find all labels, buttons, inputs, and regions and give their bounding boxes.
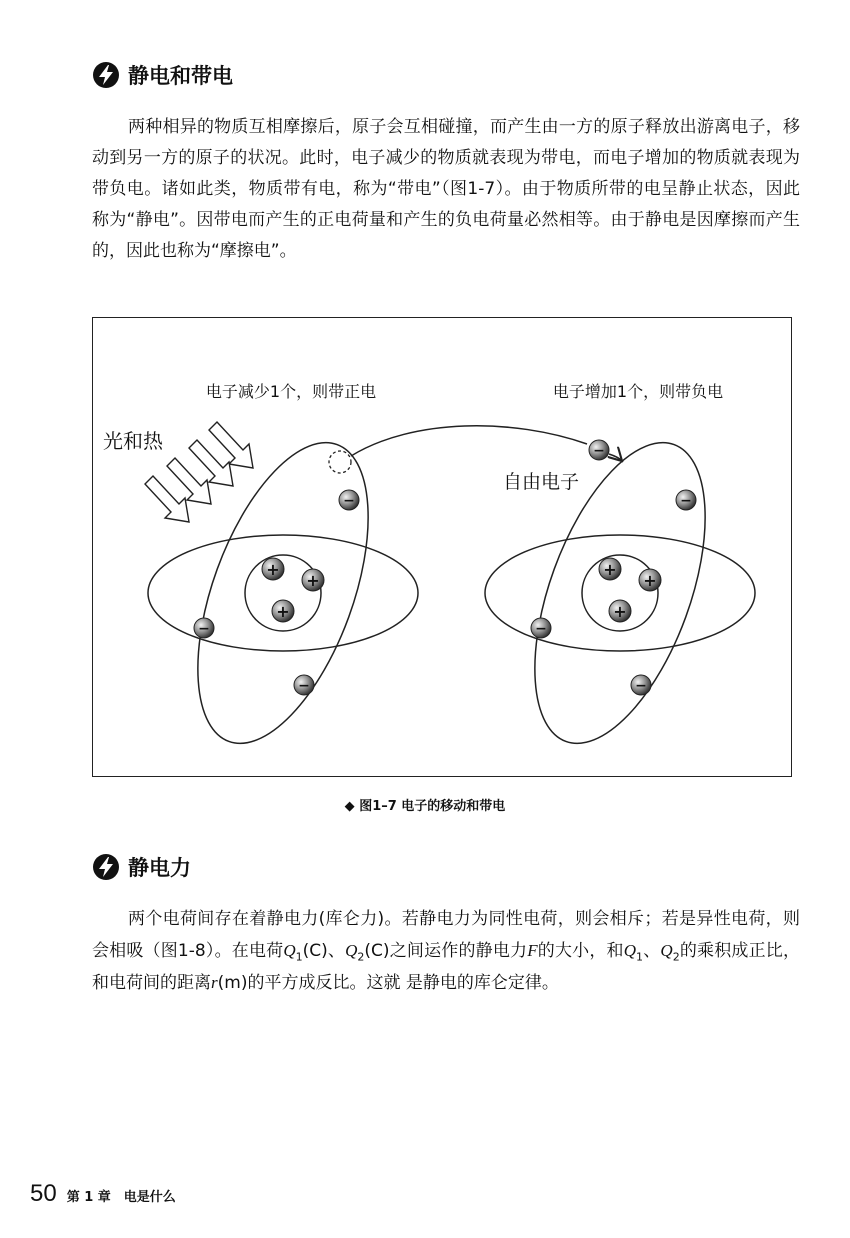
electron bbox=[631, 675, 651, 695]
label-free-electron: 自由电子 bbox=[503, 471, 580, 493]
label-positive: 电子减少1个，则带正电 bbox=[205, 382, 377, 401]
section-heading-static-electricity bbox=[92, 60, 233, 90]
svg-text:−: − bbox=[635, 678, 647, 694]
electron bbox=[676, 490, 696, 510]
proton bbox=[639, 569, 661, 591]
electron bbox=[294, 675, 314, 695]
label-light-heat: 光和热 bbox=[103, 429, 163, 453]
lightning-bolt-icon bbox=[92, 853, 120, 881]
svg-text:−: − bbox=[680, 493, 692, 509]
proton bbox=[272, 600, 294, 622]
svg-text:−: − bbox=[298, 678, 310, 694]
svg-text:+: + bbox=[276, 602, 290, 621]
svg-text:+: + bbox=[613, 602, 627, 621]
electron-vacancy bbox=[329, 451, 351, 473]
section-heading-electrostatic-force bbox=[92, 852, 191, 882]
proton bbox=[609, 600, 631, 622]
transfer-arrow bbox=[609, 454, 621, 460]
body-paragraph-2: 两个电荷间存在着静电力(库仑力)。若静电力为同性电荷，则会相斥；若是异性电荷，则会相吸（图1-8）。在电荷$Q_1(C)$、$Q_2(C)$之间运作的静电力F的大小，和$Q_1$、$Q_2$的乘积成正比，和电荷间的距离r(m)的平方成反比。这就 是静电的库仑定律。 bbox=[92, 909, 800, 993]
chapter-title: 第 1 章 电是什么 bbox=[66, 1190, 176, 1205]
svg-text:−: − bbox=[535, 621, 547, 637]
section-title: 静电力 bbox=[128, 856, 191, 880]
svg-text:+: + bbox=[266, 560, 280, 579]
svg-text:−: − bbox=[593, 443, 605, 459]
svg-text:−: − bbox=[343, 493, 355, 509]
body-paragraph-1: 两种相异的物质互相摩擦后，原子会互相碰撞，而产生由一方的原子释放出游离电子，移动到另一方的原子的状况。此时，电子减少的物质就表现为带电，而电子增加的物质就表现为带负电。诸如此类，物质带有电，称为“带电”（图1-7）。由于物质所带的电呈静止状态，因此称为“静电”。因带电而产生的正电荷量和产生的负电荷量必然相等。由于静电是因摩擦而产生的，因此也称为“摩擦电”。 bbox=[92, 117, 800, 261]
page-number: 50 bbox=[30, 1180, 57, 1207]
figure-electron-transfer bbox=[92, 317, 792, 777]
svg-text:−: − bbox=[198, 621, 210, 637]
free-electron bbox=[589, 440, 609, 460]
label-negative: 电子增加1个，则带负电 bbox=[552, 382, 724, 401]
figure-caption: ◆ 图1–7 电子的移动和带电 bbox=[344, 799, 506, 814]
proton bbox=[302, 569, 324, 591]
page-footer bbox=[30, 1180, 176, 1208]
section-title: 静电和带电 bbox=[128, 64, 233, 88]
svg-text:+: + bbox=[643, 571, 657, 590]
atom-diagram bbox=[93, 318, 793, 778]
electron bbox=[531, 618, 551, 638]
svg-text:+: + bbox=[306, 571, 320, 590]
transfer-path bbox=[351, 426, 587, 456]
electron bbox=[194, 618, 214, 638]
proton bbox=[262, 558, 284, 580]
lightning-bolt-icon bbox=[92, 61, 120, 89]
electron bbox=[339, 490, 359, 510]
proton bbox=[599, 558, 621, 580]
svg-text:+: + bbox=[603, 560, 617, 579]
